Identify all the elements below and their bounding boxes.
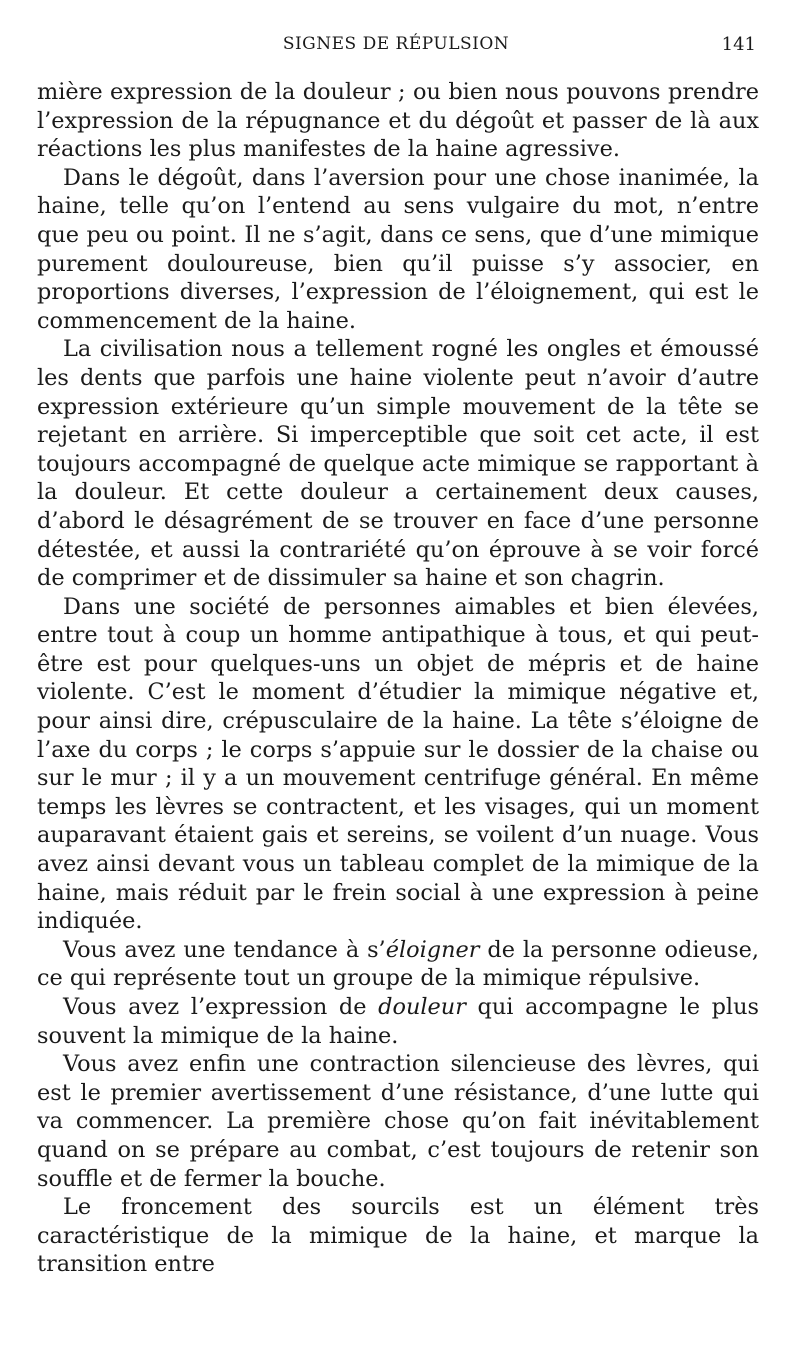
text-run: Dans une société de personnes aimables et bien élevées, entre tout à coup un homme antipathique à tous, et qui peut-être est pour quelques-uns un objet de mépris et de haine violente. C’est le moment d’étudier la mimique négative et, pour ainsi dire, crépusculaire de la haine. La tête s’éloigne de l’axe du corps ; le corps s’appuie sur le dossier de la chaise ou sur le mur ; il y a un mouvement centrifuge général. En même temps les lèvres se contractent, et les visages, qui un moment auparavant étaient gais et sereins, se voilent d’un nuage. Vous avez ainsi devant vous un tableau complet de la mimique de la haine, mais réduit par le frein social à une expression à peine indiquée. bbox=[37, 593, 759, 935]
text-run: Vous avez enfin une contraction silencieuse des lèvres, qui est le premier avertissement d’une résistance, d’une lutte qui va commencer. La première chose qu’on fait inévitablement quand on se prépare au combat, c’est toujours de retenir son souffle et de fermer la bouche. bbox=[37, 1051, 759, 1192]
text-run: Vous avez une tendance à s’ bbox=[63, 936, 386, 963]
text-run: Vous avez l’expression de bbox=[63, 994, 379, 1020]
running-head bbox=[36, 32, 756, 60]
text-run: mière expression de la douleur ; ou bien nous pouvons prendre l’expression de la répugnance et du dégoût et passer de là aux réactions les plus manifestes de la haine agressive. bbox=[37, 79, 759, 163]
paragraph bbox=[37, 335, 759, 592]
text-run: Dans le dégoût, dans l’aversion pour une chose inanimée, la haine, telle qu’on l’entend au sens vulgaire du mot, n’entre que peu ou point. Il ne s’agit, dans ce sens, que d’une mimique purement douloureuse, bien qu’il puisse s’y associer, en proportions diverses, l’expression de l’éloignement, qui est le commencement de la haine. bbox=[37, 164, 759, 334]
paragraph bbox=[37, 1193, 759, 1279]
running-title: SIGNES DE RÉPULSION bbox=[282, 34, 510, 54]
body-text bbox=[37, 78, 759, 1279]
paragraph bbox=[37, 1050, 759, 1193]
text-run: Le froncement des sourcils est un élément très caractéristique de la mimique de la haine, et marque la transition entre bbox=[37, 1194, 759, 1278]
paragraph bbox=[37, 593, 759, 936]
text-run: de la personne odieuse, ce qui représente tout un groupe de la mimique répulsive. bbox=[37, 936, 760, 992]
text-run: La civilisation nous a tellement rogné les ongles et émoussé les dents que parfois une haine violente peut n’avoir d’autre expression extérieure qu’un simple mouvement de la tête se rejetant en arrière. Si imperceptible que soit cet acte, il est toujours accompagné de quelque acte mimique se rapportant à la douleur. Et cette douleur a certainement deux causes, d’abord le désagrément de se trouver en face d’une personne détestée, et aussi la contrariété qu’on éprouve à se voir forcé de comprimer et de dissimuler sa haine et son chagrin. bbox=[37, 336, 759, 592]
text-run: qui accompagne le plus souvent la mimique de la haine. bbox=[37, 994, 759, 1049]
paragraph bbox=[37, 164, 759, 336]
page-number: 141 bbox=[721, 34, 756, 55]
emphasis: éloigner bbox=[385, 936, 480, 963]
paragraph bbox=[37, 936, 759, 993]
emphasis: douleur bbox=[378, 994, 466, 1020]
paragraph bbox=[37, 993, 759, 1050]
paragraph bbox=[37, 78, 759, 164]
